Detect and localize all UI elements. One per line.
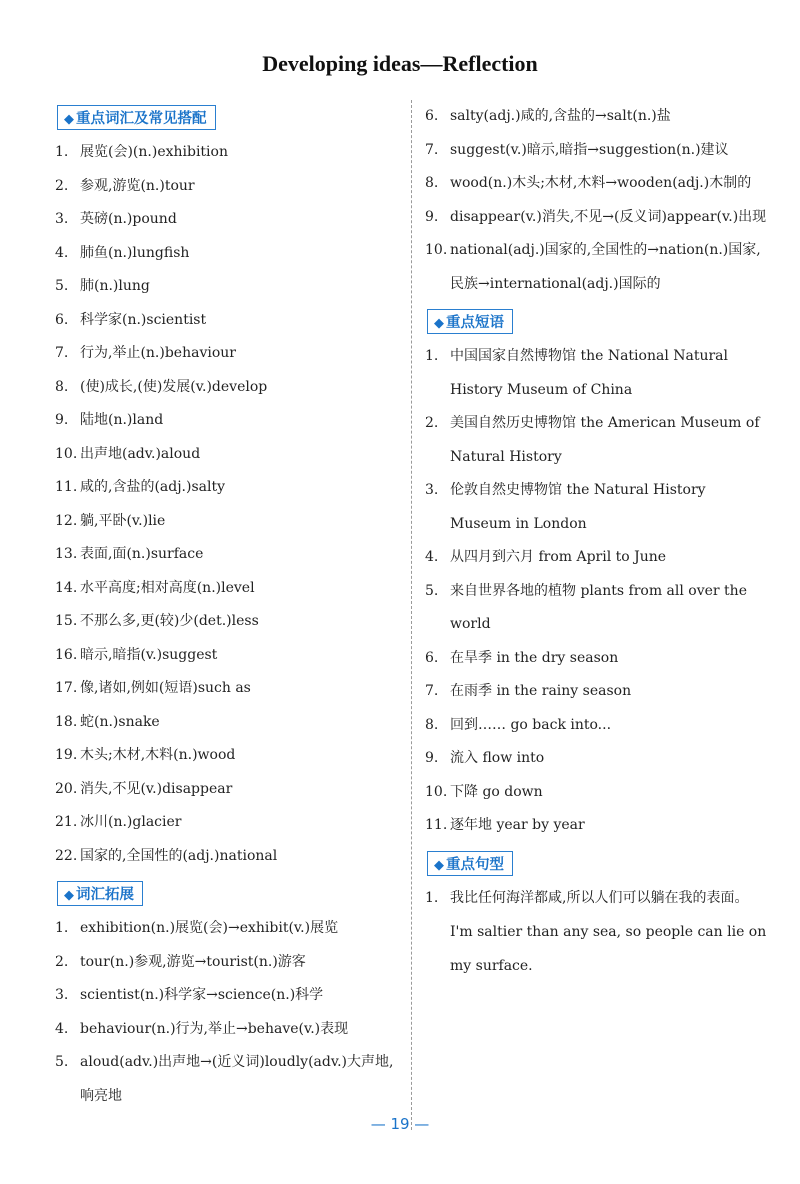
item-number: 4.	[425, 549, 439, 565]
column-divider	[411, 100, 412, 1130]
item-number: 4.	[55, 1020, 69, 1037]
diamond-icon: ◆	[64, 112, 74, 127]
item-number: 15.	[55, 613, 78, 629]
item-text: 回到…… go back into...	[450, 716, 612, 733]
item-number: 1.	[55, 144, 69, 160]
vocab-list	[55, 136, 400, 873]
phrase-item	[425, 742, 770, 776]
sentences-list	[425, 882, 770, 984]
phrase-item	[425, 575, 770, 642]
item-number: 9.	[425, 208, 439, 225]
phrase-item	[425, 709, 770, 743]
item-number: 20.	[55, 780, 78, 797]
item-number: 7.	[55, 345, 69, 361]
item-text: 木头;木材,木料(n.)wood	[80, 747, 236, 763]
vocab-item	[55, 136, 400, 170]
sentence-cn: 我比任何海洋都咸,所以人们可以躺在我的表面。	[450, 889, 749, 906]
item-number: 6.	[425, 108, 439, 124]
item-number: 14.	[55, 579, 78, 596]
sentence-item	[425, 882, 770, 916]
vocab-item	[55, 203, 400, 237]
item-text: salty(adj.)咸的,含盐的→salt(n.)盐	[450, 108, 671, 124]
section-header-sentences: ◆ 重点句型	[427, 851, 513, 876]
item-text: 咸的,含盐的(adj.)salty	[80, 479, 226, 495]
item-text: 像,诸如,例如(短语)such as	[80, 680, 251, 696]
item-text: 伦敦自然史博物馆 the Natural History Museum in London	[450, 482, 706, 532]
vocab-item	[55, 438, 400, 472]
item-text: 消失,不见(v.)disappear	[80, 780, 233, 797]
item-number: 7.	[425, 141, 439, 158]
vocab-item	[55, 806, 400, 840]
item-number: 17.	[55, 680, 78, 696]
item-text: 在雨季 in the rainy season	[450, 683, 632, 699]
expand-item	[55, 1046, 400, 1113]
item-text: 肺(n.)lung	[80, 278, 150, 294]
vocab-item	[55, 572, 400, 606]
expand-item	[425, 134, 770, 168]
item-text: 中国国家自然博物馆 the National Natural History Museum of China	[450, 348, 729, 398]
item-text: scientist(n.)科学家→science(n.)科学	[80, 987, 324, 1003]
section-header-expand: ◆ 词汇拓展	[57, 881, 143, 906]
expand-list-right	[425, 100, 770, 301]
vocab-item	[55, 706, 400, 740]
vocab-item	[55, 739, 400, 773]
expand-item	[55, 912, 400, 946]
item-text: national(adj.)国家的,全国性的→nation(n.)国家,民族→international(adj.)国际的	[450, 242, 761, 292]
phrase-item	[425, 675, 770, 709]
item-number: 2.	[55, 953, 69, 970]
phrase-item	[425, 776, 770, 810]
item-number: 8.	[425, 175, 439, 191]
item-number: 13.	[55, 546, 78, 562]
item-number: 1.	[425, 889, 439, 906]
expand-item	[55, 946, 400, 980]
section-header-phrases: ◆ 重点短语	[427, 309, 513, 334]
item-number: 9.	[425, 750, 439, 766]
item-text: 在旱季 in the dry season	[450, 649, 619, 666]
item-number: 11.	[55, 479, 78, 495]
item-number: 6.	[55, 311, 69, 328]
item-text: disappear(v.)消失,不见→(反义词)appear(v.)出现	[450, 208, 767, 225]
item-number: 7.	[425, 683, 439, 699]
item-text: 表面,面(n.)surface	[80, 546, 204, 562]
expand-list-left	[55, 912, 400, 1113]
item-number: 11.	[425, 817, 448, 833]
item-number: 10.	[55, 445, 78, 462]
vocab-item	[55, 304, 400, 338]
vocab-item	[55, 672, 400, 706]
right-column	[425, 100, 770, 983]
left-column	[55, 105, 400, 1113]
item-text: 逐年地 year by year	[450, 817, 585, 833]
item-number: 16.	[55, 646, 78, 663]
vocab-item	[55, 605, 400, 639]
item-number: 19.	[55, 747, 78, 763]
item-text: 出声地(adv.)aloud	[80, 445, 201, 462]
item-text: 国家的,全国性的(adj.)national	[80, 847, 278, 864]
item-number: 9.	[55, 412, 69, 428]
item-text: 从四月到六月 from April to June	[450, 549, 667, 565]
vocab-item	[55, 773, 400, 807]
item-number: 4.	[55, 244, 69, 261]
item-text: aloud(adv.)出声地→(近义词)loudly(adv.)大声地,响亮地	[80, 1054, 394, 1104]
item-number: 1.	[425, 348, 439, 364]
vocab-item	[55, 270, 400, 304]
item-text: tour(n.)参观,游览→tourist(n.)游客	[80, 953, 306, 970]
item-text: 下降 go down	[450, 783, 543, 800]
expand-item	[425, 201, 770, 235]
item-text: wood(n.)木头;木材,木料→wooden(adj.)木制的	[450, 175, 752, 191]
item-text: behaviour(n.)行为,举止→behave(v.)表现	[80, 1020, 349, 1037]
expand-item	[425, 234, 770, 301]
item-text: 水平高度;相对高度(n.)level	[80, 579, 255, 596]
item-number: 3.	[55, 211, 69, 227]
diamond-icon: ◆	[434, 316, 444, 331]
expand-item	[425, 167, 770, 201]
phrase-item	[425, 407, 770, 474]
item-number: 3.	[425, 482, 439, 498]
vocab-item	[55, 840, 400, 874]
item-number: 5.	[55, 278, 69, 294]
item-text: 不那么多,更(较)少(det.)less	[80, 613, 259, 629]
vocab-item	[55, 371, 400, 405]
vocab-item	[55, 170, 400, 204]
item-text: 科学家(n.)scientist	[80, 311, 207, 328]
vocab-item	[55, 404, 400, 438]
section-header-vocab: ◆ 重点词汇及常见搭配	[57, 105, 216, 130]
item-number: 5.	[55, 1054, 69, 1070]
expand-item	[55, 1013, 400, 1047]
item-text: 冰川(n.)glacier	[80, 814, 182, 830]
item-text: 躺,平卧(v.)lie	[80, 512, 166, 529]
item-number: 12.	[55, 512, 78, 529]
expand-item	[425, 100, 770, 134]
item-number: 3.	[55, 987, 69, 1003]
item-text: 美国自然历史博物馆 the American Museum of Natural History	[450, 415, 760, 465]
item-text: 英磅(n.)pound	[80, 211, 177, 227]
item-number: 5.	[425, 582, 439, 599]
item-text: 行为,举止(n.)behaviour	[80, 345, 236, 361]
phrase-item	[425, 809, 770, 843]
item-number: 2.	[425, 415, 439, 431]
diamond-icon: ◆	[64, 888, 74, 903]
item-text: 参观,游览(n.)tour	[80, 177, 195, 194]
sentence-en: I'm saltier than any sea, so people can lie on my surface.	[450, 924, 767, 974]
item-number: 10.	[425, 783, 448, 800]
phrase-item	[425, 474, 770, 541]
item-number: 1.	[55, 920, 69, 936]
item-text: 流入 flow into	[450, 750, 545, 766]
item-text: 蛇(n.)snake	[80, 713, 160, 730]
phrases-list	[425, 340, 770, 843]
item-text: 来自世界各地的植物 plants from all over the world	[450, 582, 747, 632]
vocab-item	[55, 639, 400, 673]
phrase-item	[425, 642, 770, 676]
item-text: exhibition(n.)展览(会)→exhibit(v.)展览	[80, 920, 339, 936]
phrase-item	[425, 541, 770, 575]
page-title: Developing ideas—Reflection	[262, 51, 538, 76]
item-number: 2.	[55, 177, 69, 194]
item-number: 10.	[425, 242, 448, 258]
page-number: — 19 —	[370, 1115, 430, 1133]
item-number: 6.	[425, 649, 439, 666]
vocab-item	[55, 337, 400, 371]
item-text: 暗示,暗指(v.)suggest	[80, 646, 218, 663]
item-text: 肺鱼(n.)lungfish	[80, 244, 190, 261]
vocab-item	[55, 471, 400, 505]
item-number: 18.	[55, 713, 78, 730]
vocab-item	[55, 237, 400, 271]
item-number: 8.	[55, 378, 69, 395]
vocab-item	[55, 505, 400, 539]
item-text: 陆地(n.)land	[80, 412, 164, 428]
vocab-item	[55, 538, 400, 572]
item-number: 21.	[55, 814, 78, 830]
item-number: 8.	[425, 716, 439, 733]
item-text: 展览(会)(n.)exhibition	[80, 144, 228, 160]
item-number: 22.	[55, 847, 78, 864]
item-text: (使)成长,(使)发展(v.)develop	[80, 378, 268, 395]
item-text: suggest(v.)暗示,暗指→suggestion(n.)建议	[450, 141, 729, 158]
diamond-icon: ◆	[434, 857, 444, 873]
phrase-item	[425, 340, 770, 407]
expand-item	[55, 979, 400, 1013]
